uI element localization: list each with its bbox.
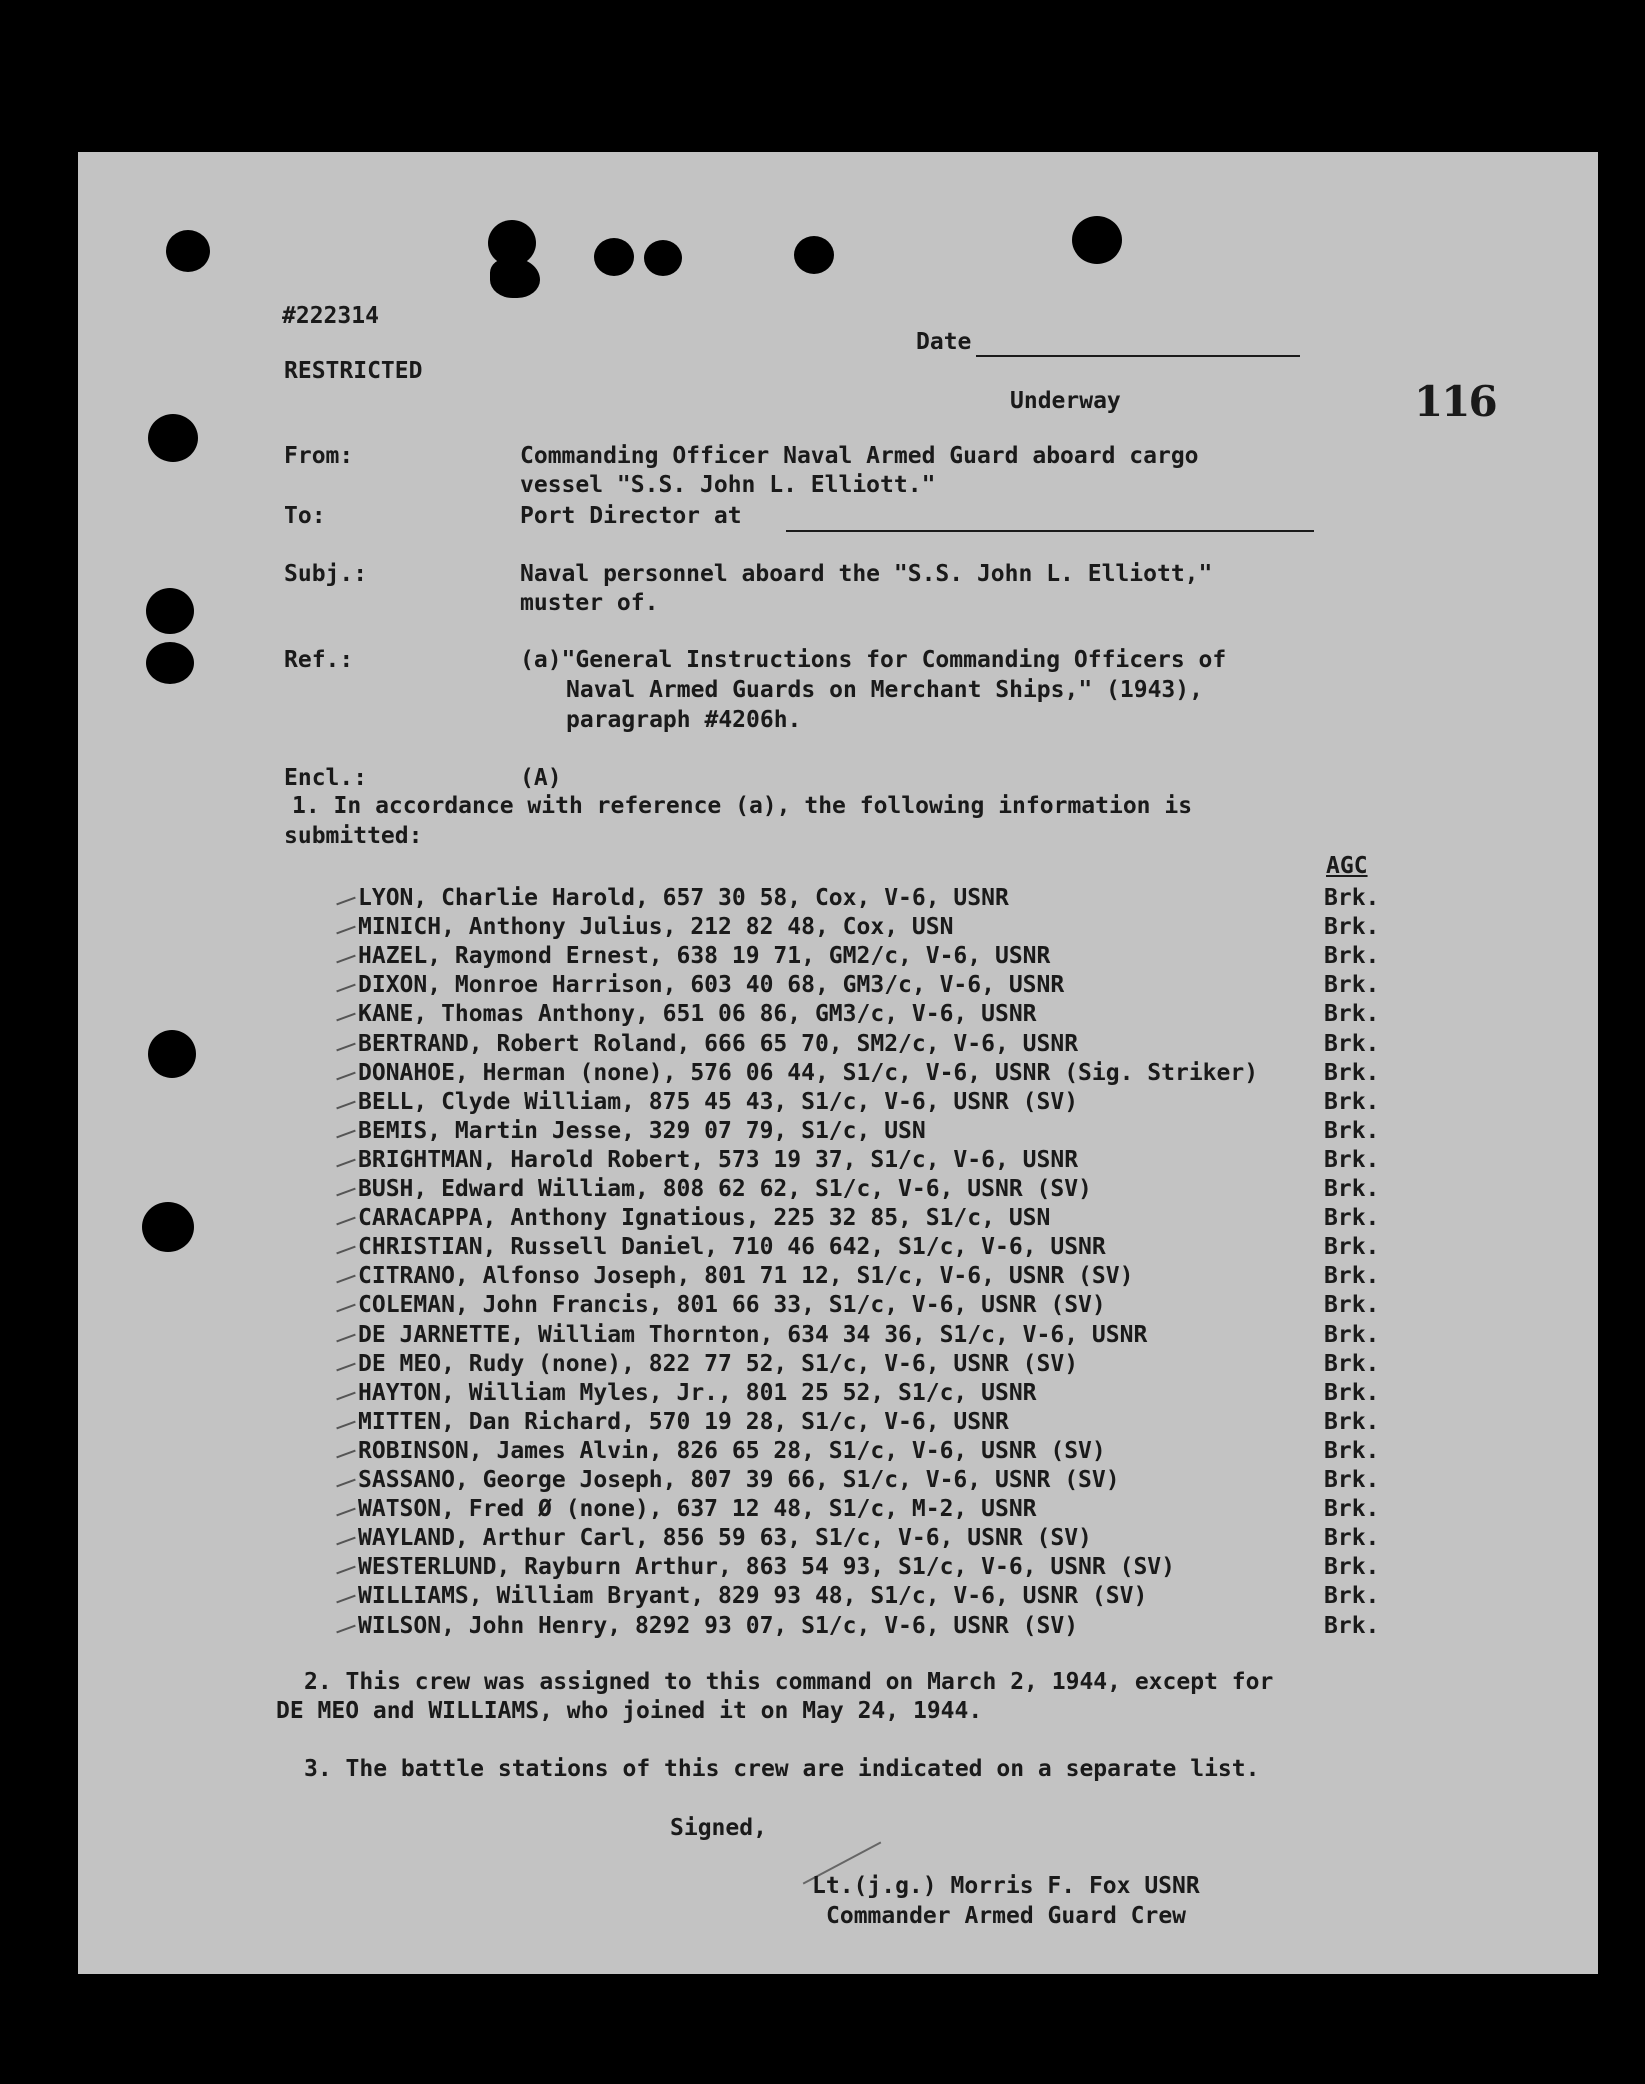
roster-agc: Brk.	[1324, 1001, 1380, 1028]
roster-entry: BRIGHTMAN, Harold Robert, 573 19 37, S1/c, V-6, USNR	[358, 1146, 1079, 1173]
roster-entry: WILLIAMS, William Bryant, 829 93 48, S1/c, V-6, USNR (SV)	[358, 1583, 1148, 1610]
check-mark-icon	[336, 1217, 355, 1226]
roster-agc: Brk.	[1324, 1379, 1380, 1406]
document-page	[78, 152, 1598, 1974]
roster-row	[78, 1379, 1598, 1408]
encl-value: (A)	[520, 765, 562, 791]
punch-hole	[166, 230, 210, 272]
check-mark-icon	[336, 1246, 355, 1255]
from-line-2: vessel "S.S. John L. Elliott."	[520, 472, 936, 498]
roster-row	[78, 1582, 1598, 1611]
check-mark-icon	[336, 955, 355, 964]
check-mark-icon	[336, 1333, 355, 1342]
signer-name: Lt.(j.g.) Morris F. Fox USNR	[812, 1873, 1200, 1899]
punch-hole	[1072, 216, 1122, 264]
signer-title: Commander Armed Guard Crew	[826, 1903, 1187, 1929]
roster-row	[78, 1350, 1598, 1379]
roster-entry: COLEMAN, John Francis, 801 66 33, S1/c, V-6, USNR (SV)	[358, 1292, 1106, 1319]
check-mark-icon	[336, 1071, 355, 1080]
roster-entry: ROBINSON, James Alvin, 826 65 28, S1/c, V-6, USNR (SV)	[358, 1437, 1106, 1464]
roster-entry: BUSH, Edward William, 808 62 62, S1/c, V-6, USNR (SV)	[358, 1176, 1092, 1202]
check-mark-icon	[336, 926, 355, 935]
ref-line-1: (a)"General Instructions for Commanding Officers of	[520, 647, 1227, 673]
roster-agc: Brk.	[1324, 1205, 1380, 1232]
roster-agc: Brk.	[1324, 1030, 1380, 1057]
from-line-1: Commanding Officer Naval Armed Guard aboard cargo	[520, 443, 1199, 469]
roster-agc: Brk.	[1324, 1496, 1380, 1523]
check-mark-icon	[336, 1450, 355, 1459]
roster-entry: WESTERLUND, Rayburn Arthur, 863 54 93, S1/c, V-6, USNR (SV)	[358, 1554, 1175, 1581]
check-mark-icon	[336, 1479, 355, 1488]
to-value: Port Director at	[520, 503, 742, 529]
subj-line-2: muster of.	[520, 590, 659, 616]
roster-entry: CHRISTIAN, Russell Daniel, 710 46 642, S1/c, V-6, USNR	[358, 1234, 1106, 1261]
check-mark-icon	[336, 1042, 355, 1051]
check-mark-icon	[336, 1013, 355, 1022]
roster-row	[78, 1553, 1598, 1582]
check-mark-icon	[336, 1391, 355, 1400]
check-mark-icon	[336, 1566, 355, 1575]
roster-agc: Brk.	[1324, 1583, 1380, 1610]
to-label: To:	[284, 503, 326, 529]
check-mark-icon	[336, 1188, 355, 1197]
roster-entry: LYON, Charlie Harold, 657 30 58, Cox, V-6, USNR	[358, 885, 1009, 911]
paragraph-2-line-2: DE MEO and WILLIAMS, who joined it on May 24, 1944.	[276, 1698, 983, 1724]
subj-label: Subj.:	[284, 561, 368, 587]
check-mark-icon	[336, 1508, 355, 1517]
roster-entry: BELL, Clyde William, 875 45 43, S1/c, V-6, USNR (SV)	[358, 1088, 1079, 1115]
roster-row	[78, 1321, 1598, 1350]
roster-agc: Brk.	[1324, 1176, 1380, 1202]
ref-line-3: paragraph #4206h.	[566, 707, 802, 733]
roster-row	[78, 1612, 1598, 1641]
roster-row	[78, 1291, 1598, 1320]
roster-row	[78, 1524, 1598, 1553]
check-mark-icon	[336, 1624, 355, 1633]
roster-agc: Brk.	[1324, 1525, 1380, 1552]
check-mark-icon	[336, 1420, 355, 1429]
roster-row	[78, 1059, 1598, 1088]
roster-agc: Brk.	[1324, 1234, 1380, 1261]
paragraph-2-line-1: 2. This crew was assigned to this command on March 2, 1944, except for	[304, 1669, 1274, 1695]
check-mark-icon	[336, 1537, 355, 1546]
roster-agc: Brk.	[1324, 914, 1380, 941]
ref-line-2: Naval Armed Guards on Merchant Ships," (1943),	[566, 677, 1203, 703]
file-number: #222314	[282, 303, 379, 329]
roster-agc: Brk.	[1324, 1088, 1380, 1115]
classification: RESTRICTED	[284, 358, 423, 384]
date-blank-line	[976, 355, 1300, 357]
roster-entry: DONAHOE, Herman (none), 576 06 44, S1/c, V-6, USNR (Sig. Striker)	[358, 1059, 1259, 1086]
roster-entry: DIXON, Monroe Harrison, 603 40 68, GM3/c, V-6, USNR	[358, 972, 1065, 999]
check-mark-icon	[336, 897, 355, 906]
roster-entry: BEMIS, Martin Jesse, 329 07 79, S1/c, USN	[358, 1117, 926, 1144]
check-mark-icon	[336, 1275, 355, 1284]
agc-column-header: AGC	[1326, 853, 1368, 879]
from-label: From:	[284, 443, 354, 469]
paragraph-3: 3. The battle stations of this crew are indicated on a separate list.	[304, 1756, 1260, 1782]
punch-hole	[644, 240, 682, 276]
port-director-blank-line	[786, 530, 1314, 532]
roster-entry: DE JARNETTE, William Thornton, 634 34 36, S1/c, V-6, USNR	[358, 1321, 1148, 1348]
roster-row	[78, 1000, 1598, 1029]
roster-entry: BERTRAND, Robert Roland, 666 65 70, SM2/c, V-6, USNR	[358, 1030, 1079, 1057]
paragraph-1-line-1: 1. In accordance with reference (a), the following information is	[292, 793, 1193, 819]
roster-entry: SASSANO, George Joseph, 807 39 66, S1/c, V-6, USNR (SV)	[358, 1467, 1120, 1493]
check-mark-icon	[336, 1159, 355, 1168]
page-number: 116	[1414, 377, 1496, 426]
punch-hole	[146, 642, 194, 684]
roster-agc: Brk.	[1324, 1554, 1380, 1581]
roster-row	[78, 1088, 1598, 1117]
roster-row	[78, 1233, 1598, 1262]
check-mark-icon	[336, 1100, 355, 1109]
roster-agc: Brk.	[1324, 1117, 1380, 1144]
roster-entry: MITTEN, Dan Richard, 570 19 28, S1/c, V-6, USNR	[358, 1408, 1009, 1435]
crew-roster	[78, 884, 1598, 1664]
roster-row	[78, 1117, 1598, 1146]
roster-row	[78, 1466, 1598, 1495]
roster-row	[78, 1146, 1598, 1175]
location: Underway	[1010, 388, 1121, 414]
roster-entry: WATSON, Fred Ø (none), 637 12 48, S1/c, M-2, USNR	[358, 1496, 1037, 1523]
date-label: Date	[916, 329, 972, 355]
roster-row	[78, 913, 1598, 942]
punch-hole	[148, 414, 198, 462]
roster-entry: DE MEO, Rudy (none), 822 77 52, S1/c, V-6, USNR (SV)	[358, 1350, 1079, 1377]
check-mark-icon	[336, 1595, 355, 1604]
roster-agc: Brk.	[1324, 1437, 1380, 1464]
roster-entry: CARACAPPA, Anthony Ignatious, 225 32 85, S1/c, USN	[358, 1205, 1051, 1232]
roster-agc: Brk.	[1324, 1350, 1380, 1377]
roster-row	[78, 1495, 1598, 1524]
roster-row	[78, 884, 1598, 913]
roster-row	[78, 1175, 1598, 1204]
roster-row	[78, 1408, 1598, 1437]
check-mark-icon	[336, 984, 355, 993]
roster-agc: Brk.	[1324, 1408, 1380, 1435]
signed-label: Signed,	[670, 1815, 767, 1841]
roster-entry: HAZEL, Raymond Ernest, 638 19 71, GM2/c, V-6, USNR	[358, 943, 1051, 970]
roster-agc: Brk.	[1324, 972, 1380, 999]
roster-agc: Brk.	[1324, 1292, 1380, 1319]
roster-agc: Brk.	[1324, 1263, 1380, 1290]
roster-entry: MINICH, Anthony Julius, 212 82 48, Cox, USN	[358, 914, 954, 941]
roster-row	[78, 1030, 1598, 1059]
roster-row	[78, 971, 1598, 1000]
roster-entry: WAYLAND, Arthur Carl, 856 59 63, S1/c, V-6, USNR (SV)	[358, 1525, 1092, 1552]
roster-entry: KANE, Thomas Anthony, 651 06 86, GM3/c, V-6, USNR	[358, 1001, 1037, 1028]
ref-label: Ref.:	[284, 647, 354, 673]
roster-agc: Brk.	[1324, 1612, 1380, 1639]
roster-agc: Brk.	[1324, 1146, 1380, 1173]
roster-entry: CITRANO, Alfonso Joseph, 801 71 12, S1/c, V-6, USNR (SV)	[358, 1263, 1134, 1290]
check-mark-icon	[336, 1304, 355, 1313]
encl-label: Encl.:	[284, 765, 368, 791]
roster-agc: Brk.	[1324, 943, 1380, 970]
paragraph-1-line-2: submitted:	[284, 823, 423, 849]
punch-hole	[594, 238, 634, 276]
roster-entry: WILSON, John Henry, 8292 93 07, S1/c, V-6, USNR (SV)	[358, 1612, 1079, 1639]
roster-row	[78, 1204, 1598, 1233]
roster-agc: Brk.	[1324, 1321, 1380, 1348]
roster-row	[78, 1262, 1598, 1291]
roster-agc: Brk.	[1324, 1059, 1380, 1086]
subj-line-1: Naval personnel aboard the "S.S. John L. Elliott,"	[520, 561, 1213, 587]
roster-agc: Brk.	[1324, 885, 1380, 911]
punch-hole	[146, 588, 194, 634]
punch-hole	[490, 258, 540, 298]
check-mark-icon	[336, 1129, 355, 1138]
roster-agc: Brk.	[1324, 1467, 1380, 1493]
check-mark-icon	[336, 1362, 355, 1371]
roster-entry: HAYTON, William Myles, Jr., 801 25 52, S1/c, USNR	[358, 1379, 1037, 1406]
roster-row	[78, 942, 1598, 971]
roster-row	[78, 1437, 1598, 1466]
punch-hole	[794, 236, 834, 274]
